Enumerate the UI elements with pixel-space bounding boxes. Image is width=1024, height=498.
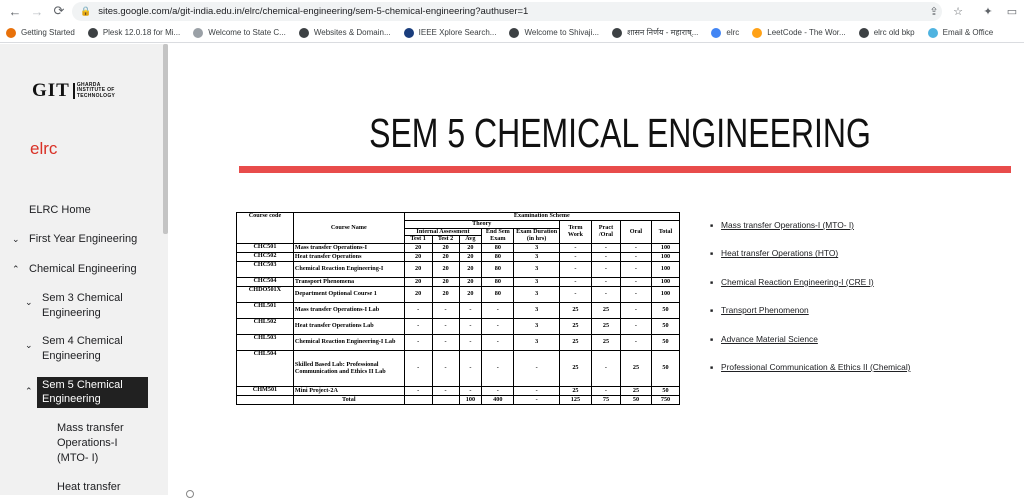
header-term-work: Term Work (559, 220, 591, 243)
table-cell: 75 (591, 396, 620, 405)
table-cell: CHC501 (237, 244, 294, 253)
table-cell: 50 (620, 396, 651, 405)
table-cell: 100 (459, 396, 482, 405)
bookmark-favicon-icon (928, 28, 938, 38)
bookmark-favicon-icon (859, 28, 869, 38)
table-cell: Mass transfer Operations-I Lab (293, 303, 404, 319)
bullet-icon: ■ (710, 279, 714, 286)
table-cell: - (620, 253, 651, 262)
table-cell: Heat transfer Operations (293, 253, 404, 262)
table-cell: - (559, 253, 591, 262)
nav-elrc-home[interactable]: ELRC Home (29, 204, 91, 216)
logo-text: GIT (32, 80, 70, 101)
chevron-down-icon[interactable]: ⌄ (25, 340, 33, 350)
logo-line: INSTITUTE OF (76, 87, 115, 94)
table-cell: 20 (459, 287, 482, 303)
header-total: Total (651, 220, 679, 243)
share-icon[interactable]: ⇪ (929, 5, 939, 18)
table-cell: CHC503 (237, 262, 294, 278)
exam-scheme-table (236, 212, 680, 405)
table-cell: 3 (514, 319, 560, 335)
table-cell: - (559, 278, 591, 287)
subject-link[interactable]: Heat transfer Operations (HTO) (721, 248, 839, 259)
bookmark-label: Websites & Domain... (313, 28, 391, 37)
forward-button[interactable]: → (30, 3, 44, 19)
bookmark-favicon-icon (711, 28, 721, 38)
chevron-up-icon[interactable]: ⌃ (12, 264, 20, 274)
bullet-icon: ■ (710, 223, 714, 229)
table-cell: - (591, 351, 620, 387)
bookmark-label: Welcome to State C... (208, 28, 286, 37)
table-cell: - (514, 351, 560, 387)
header-test1: Test 1 (404, 236, 432, 244)
table-row (237, 244, 680, 253)
table-cell: - (404, 387, 432, 396)
extensions-icon[interactable]: ✦ (983, 5, 993, 18)
bullet-icon: ■ (710, 336, 714, 343)
bookmark-label: elrc (726, 28, 740, 37)
table-cell: - (482, 335, 514, 351)
chevron-up-icon[interactable]: ⌃ (25, 386, 33, 396)
table-cell: CHL503 (237, 335, 294, 351)
table-cell: - (620, 319, 651, 335)
main-content (168, 44, 1024, 495)
bookmark-label: LeetCode - The Wor... (767, 28, 846, 37)
subject-link[interactable]: Mass transfer Operations-I (MTO- I) (721, 220, 854, 230)
star-icon[interactable]: ☆ (953, 5, 963, 18)
table-cell: 20 (404, 287, 432, 303)
table-cell: 25 (559, 335, 591, 351)
header-course-code: Course code (237, 213, 294, 244)
table-cell: 3 (514, 278, 560, 287)
table-cell: - (514, 396, 560, 405)
table-cell: 25 (591, 319, 620, 335)
bookmark-label: शासन निर्णय - महाराष्... (627, 28, 699, 37)
subject-link-item (710, 362, 910, 373)
logo-institute-name (73, 83, 115, 100)
table-cell: 100 (651, 287, 679, 303)
table-cell: - (432, 303, 459, 319)
table-cell: 50 (651, 387, 679, 396)
table-cell: 25 (591, 303, 620, 319)
nav-mass-transfer-operations[interactable]: Mass transfer Operations-I (MTO- I) (57, 422, 124, 464)
table-cell: - (404, 319, 432, 335)
table-cell: 80 (482, 253, 514, 262)
table-cell: CHDO501X (237, 287, 294, 303)
subject-link[interactable]: Transport Phenomenon (721, 305, 809, 316)
table-cell: 80 (482, 278, 514, 287)
table-cell: 100 (651, 244, 679, 253)
table-cell (404, 396, 432, 405)
header-exam-duration: Exam Duration (in hrs) (514, 228, 560, 244)
table-cell: Chemical Reaction Engineering-I (293, 262, 404, 278)
table-cell: - (404, 303, 432, 319)
bookmark-item[interactable] (404, 28, 497, 38)
chevron-down-icon[interactable]: ⌄ (12, 234, 20, 244)
bookmark-favicon-icon (6, 28, 16, 38)
table-cell: - (591, 387, 620, 396)
address-bar[interactable] (72, 2, 942, 21)
subject-link-item (710, 305, 910, 316)
table-cell: 20 (459, 262, 482, 278)
table-cell: Mass transfer Operations-I (293, 244, 404, 253)
table-cell: 25 (559, 351, 591, 387)
subject-link[interactable]: Advance Material Science (721, 333, 818, 344)
table-cell: 20 (432, 262, 459, 278)
bookmark-item[interactable] (752, 28, 845, 38)
table-cell: 3 (514, 253, 560, 262)
bookmark-favicon-icon (612, 28, 622, 38)
table-cell: - (514, 387, 560, 396)
table-cell: - (591, 287, 620, 303)
subject-links (710, 220, 910, 390)
table-cell: 25 (559, 319, 591, 335)
table-cell: 20 (432, 287, 459, 303)
table-cell: Mini Project-2A (293, 387, 404, 396)
table-cell: - (482, 303, 514, 319)
header-oral: Oral (620, 220, 651, 243)
table-cell: - (459, 351, 482, 387)
table-cell: - (591, 278, 620, 287)
back-button[interactable]: ← (8, 3, 22, 19)
table-cell: 20 (404, 278, 432, 287)
bullet-icon: ■ (710, 308, 714, 315)
bookmark-item[interactable] (928, 28, 994, 38)
table-cell: CHL501 (237, 303, 294, 319)
table-cell: - (559, 262, 591, 278)
bullet-icon: ■ (710, 364, 714, 371)
table-cell: 50 (651, 351, 679, 387)
table-cell: 3 (514, 262, 560, 278)
table-cell: - (459, 387, 482, 396)
table-cell: - (432, 319, 459, 335)
table-cell: 80 (482, 262, 514, 278)
nav-heat-transfer[interactable]: Heat transfer (57, 481, 121, 493)
table-cell: CHL504 (237, 351, 294, 387)
table-cell: Skilled Based Lab: Professional Communication and Ethics II Lab (293, 351, 404, 387)
exam-scheme-table-container (236, 212, 680, 448)
header-test2: Test 2 (432, 236, 459, 244)
table-cell: - (459, 319, 482, 335)
header-end-sem: End Sem Exam (482, 228, 514, 244)
toolbar-icons (922, 0, 1024, 22)
table-cell: - (591, 253, 620, 262)
table-cell: 3 (514, 244, 560, 253)
bookmark-item[interactable] (509, 28, 599, 38)
table-row (237, 335, 680, 351)
table-cell: 20 (459, 253, 482, 262)
table-cell: - (620, 303, 651, 319)
table-cell: CHC502 (237, 253, 294, 262)
reload-button[interactable]: ⟳ (53, 3, 65, 18)
subject-link-item (710, 277, 910, 288)
browser-chrome (0, 0, 1024, 44)
table-cell: - (432, 387, 459, 396)
bookmark-favicon-icon (88, 28, 98, 38)
table-cell: Heat transfer Operations Lab (293, 319, 404, 335)
table-cell (237, 396, 294, 405)
logo-line: GHARDA (76, 81, 101, 88)
nav-chemical-engineering[interactable]: Chemical Engineering (29, 263, 137, 275)
table-cell: 20 (432, 253, 459, 262)
table-row (237, 319, 680, 335)
table-cell: 80 (482, 287, 514, 303)
table-row (237, 287, 680, 303)
logo-line: TECHNOLOGY (76, 92, 116, 99)
table-cell: 25 (591, 335, 620, 351)
bookmark-item[interactable] (859, 28, 915, 38)
bookmark-label: Getting Started (21, 28, 75, 37)
table-cell: - (591, 244, 620, 253)
header-theory: Theory (404, 220, 559, 228)
table-row (237, 262, 680, 278)
bookmark-item[interactable] (299, 28, 391, 38)
bookmark-label: Welcome to Shivaji... (524, 28, 600, 37)
header-course-name: Course Name (293, 213, 404, 244)
table-cell: 20 (404, 253, 432, 262)
table-cell: - (591, 262, 620, 278)
bookmarks-bar (0, 23, 1024, 43)
table-cell: CHL502 (237, 319, 294, 335)
table-cell: 50 (651, 319, 679, 335)
table-cell: - (404, 351, 432, 387)
bullet-icon: ■ (710, 251, 714, 258)
table-cell: - (459, 335, 482, 351)
table-cell: - (404, 335, 432, 351)
table-row (237, 303, 680, 319)
bookmark-label: Plesk 12.0.18 for Mi... (102, 28, 181, 37)
bookmark-item[interactable] (193, 28, 286, 38)
table-cell: 20 (404, 262, 432, 278)
page-title: SEM 5 CHEMICAL ENGINEERING (369, 110, 871, 156)
chevron-down-icon[interactable]: ⌄ (25, 297, 33, 307)
bookmark-favicon-icon (299, 28, 309, 38)
table-row (237, 278, 680, 287)
table-cell: - (482, 351, 514, 387)
table-cell: - (482, 387, 514, 396)
subject-link-item (710, 220, 910, 231)
table-row (237, 387, 680, 396)
sidebar (0, 44, 168, 495)
table-cell: Chemical Reaction Engineering-I Lab (293, 335, 404, 351)
address-row (0, 0, 1024, 22)
table-cell: - (620, 278, 651, 287)
table-cell: 80 (482, 244, 514, 253)
lock-icon: 🔒 (80, 6, 92, 16)
git-logo[interactable] (32, 80, 115, 102)
table-cell: 25 (559, 387, 591, 396)
table-cell: 750 (651, 396, 679, 405)
bookmark-item[interactable] (711, 28, 739, 38)
table-cell: Transport Phenomena (293, 278, 404, 287)
table-cell: - (432, 335, 459, 351)
table-cell: - (559, 244, 591, 253)
table-cell (432, 396, 459, 405)
table-cell: 100 (651, 253, 679, 262)
table-cell: - (620, 244, 651, 253)
nav-first-year-engineering[interactable]: First Year Engineering (29, 233, 138, 245)
circle-icon (186, 490, 194, 498)
table-cell: 25 (620, 351, 651, 387)
bookmark-favicon-icon (752, 28, 762, 38)
table-total-row (237, 396, 680, 405)
table-cell: 20 (432, 278, 459, 287)
subject-link[interactable]: Professional Communication & Ethics II (Chemical) (721, 361, 911, 372)
table-cell: - (482, 319, 514, 335)
table-cell: 50 (651, 303, 679, 319)
table-row (237, 253, 680, 262)
subject-link[interactable]: Chemical Reaction Engineering-I (CRE I) (721, 276, 874, 287)
bookmark-item[interactable] (612, 27, 698, 38)
table-cell: 100 (651, 262, 679, 278)
bookmark-favicon-icon (193, 28, 203, 38)
table-cell: - (459, 303, 482, 319)
table-cell: - (559, 287, 591, 303)
table-cell: 3 (514, 287, 560, 303)
subject-link-item (710, 248, 910, 259)
bookmark-item[interactable] (88, 28, 180, 38)
table-cell: 25 (559, 303, 591, 319)
bookmark-label: Email & Office (942, 28, 994, 37)
bookmark-item[interactable] (6, 28, 75, 38)
header-avg: Avg (459, 236, 482, 244)
table-cell: - (620, 262, 651, 278)
table-cell: 100 (651, 278, 679, 287)
table-cell: Department Optional Course 1 (293, 287, 404, 303)
table-cell: 3 (514, 335, 560, 351)
table-cell: - (432, 351, 459, 387)
table-cell: 125 (559, 396, 591, 405)
table-cell: 3 (514, 303, 560, 319)
table-cell: 20 (432, 244, 459, 253)
table-cell: CHM501 (237, 387, 294, 396)
header-exam-scheme: Examination Scheme (404, 213, 679, 221)
table-cell: Total (293, 396, 404, 405)
table-cell: 20 (459, 244, 482, 253)
table-cell: 50 (651, 335, 679, 351)
bookmark-favicon-icon (509, 28, 519, 38)
bookmark-label: elrc old bkp (873, 28, 915, 37)
table-cell: - (620, 287, 651, 303)
title-divider (239, 166, 1011, 173)
nav-sem5-chemical-engineering[interactable]: Sem 5 Chemical Engineering (37, 377, 148, 408)
table-cell: - (620, 335, 651, 351)
table-row (237, 351, 680, 387)
subject-link-item (710, 334, 910, 345)
header-internal-assessment: Internal Assessment (404, 228, 482, 236)
site-name[interactable]: elrc (30, 139, 58, 158)
nav-sem3-chemical-engineering[interactable]: Sem 3 Chemical Engineering (42, 292, 123, 319)
sidepanel-icon[interactable]: ▭ (1006, 5, 1018, 18)
nav-sem4-chemical-engineering[interactable]: Sem 4 Chemical Engineering (42, 335, 123, 362)
table-cell: 20 (404, 244, 432, 253)
table-cell: 20 (459, 278, 482, 287)
table-cell: 400 (482, 396, 514, 405)
header-pract-oral: Pract /Oral (591, 220, 620, 243)
table-cell: 25 (620, 387, 651, 396)
table-cell: CHC504 (237, 278, 294, 287)
bookmark-favicon-icon (404, 28, 414, 38)
table-body (237, 244, 680, 405)
url-text: sites.google.com/a/git-india.edu.in/elrc/chemical-engineering/sem-5-chemical-engineering?authuser=1 (98, 6, 529, 17)
bookmark-label: IEEE Xplore Search... (418, 28, 497, 37)
